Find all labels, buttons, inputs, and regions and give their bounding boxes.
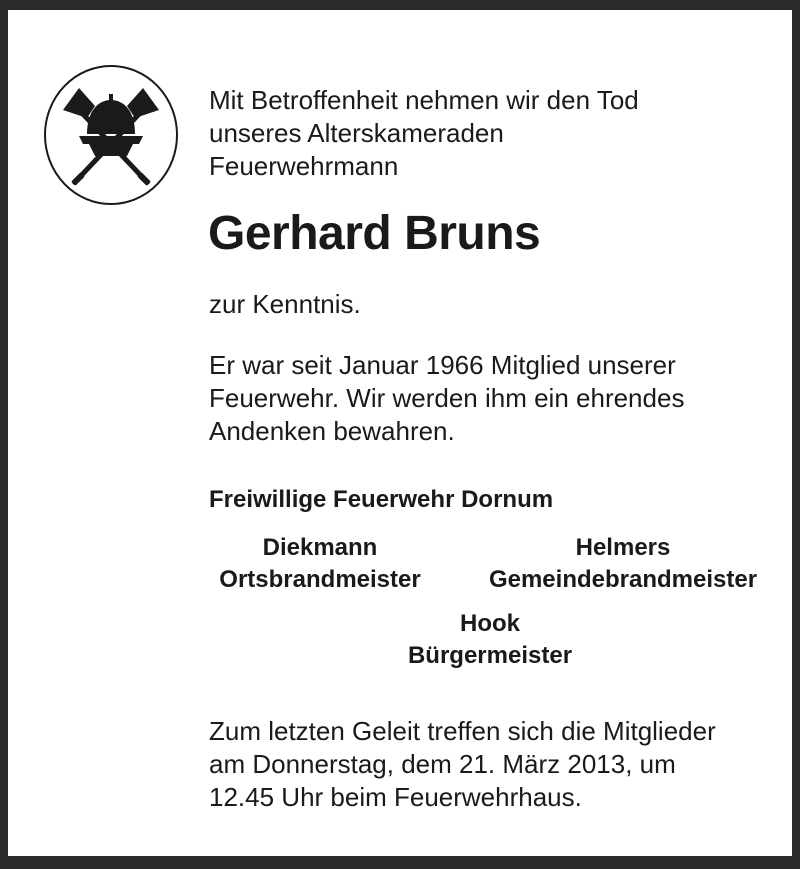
funeral-line: 12.45 Uhr beim Feuerwehrhaus.	[209, 782, 582, 812]
signatory-title: Gemeindebrandmeister	[488, 566, 758, 593]
organization-name: Freiwillige Feuerwehr Dornum	[209, 486, 554, 513]
intro-text	[209, 84, 639, 183]
membership-line: Andenken bewahren.	[209, 416, 455, 446]
signatory-block	[390, 608, 590, 672]
membership-line: Er war seit Januar 1966 Mitglied unserer	[209, 350, 676, 380]
signatory-name: Hook	[460, 610, 520, 637]
fire-brigade-emblem-icon	[43, 64, 179, 206]
membership-text	[209, 349, 684, 448]
signatory-block	[474, 532, 772, 596]
funeral-line: Zum letzten Geleit treffen sich die Mitglieder	[209, 716, 716, 746]
membership-line: Feuerwehr. Wir werden ihm ein ehrendes	[209, 383, 685, 413]
signatory-title: Ortsbrandmeister	[219, 566, 421, 593]
intro-line: Mit Betroffenheit nehmen wir den Tod	[209, 85, 639, 115]
intro-line: Feuerwehrmann	[209, 151, 399, 181]
signatory-name: Diekmann	[262, 534, 378, 561]
intro-line: unseres Alterskameraden	[209, 118, 504, 148]
signatory-title: Bürgermeister	[407, 642, 573, 669]
kenntnis-text: zur Kenntnis.	[209, 289, 361, 319]
funeral-text	[209, 715, 716, 814]
signatory-block	[208, 532, 432, 596]
funeral-line: am Donnerstag, dem 21. März 2013, um	[209, 749, 676, 779]
signatory-name: Helmers	[575, 534, 671, 561]
deceased-name: Gerhard Bruns	[208, 207, 541, 260]
